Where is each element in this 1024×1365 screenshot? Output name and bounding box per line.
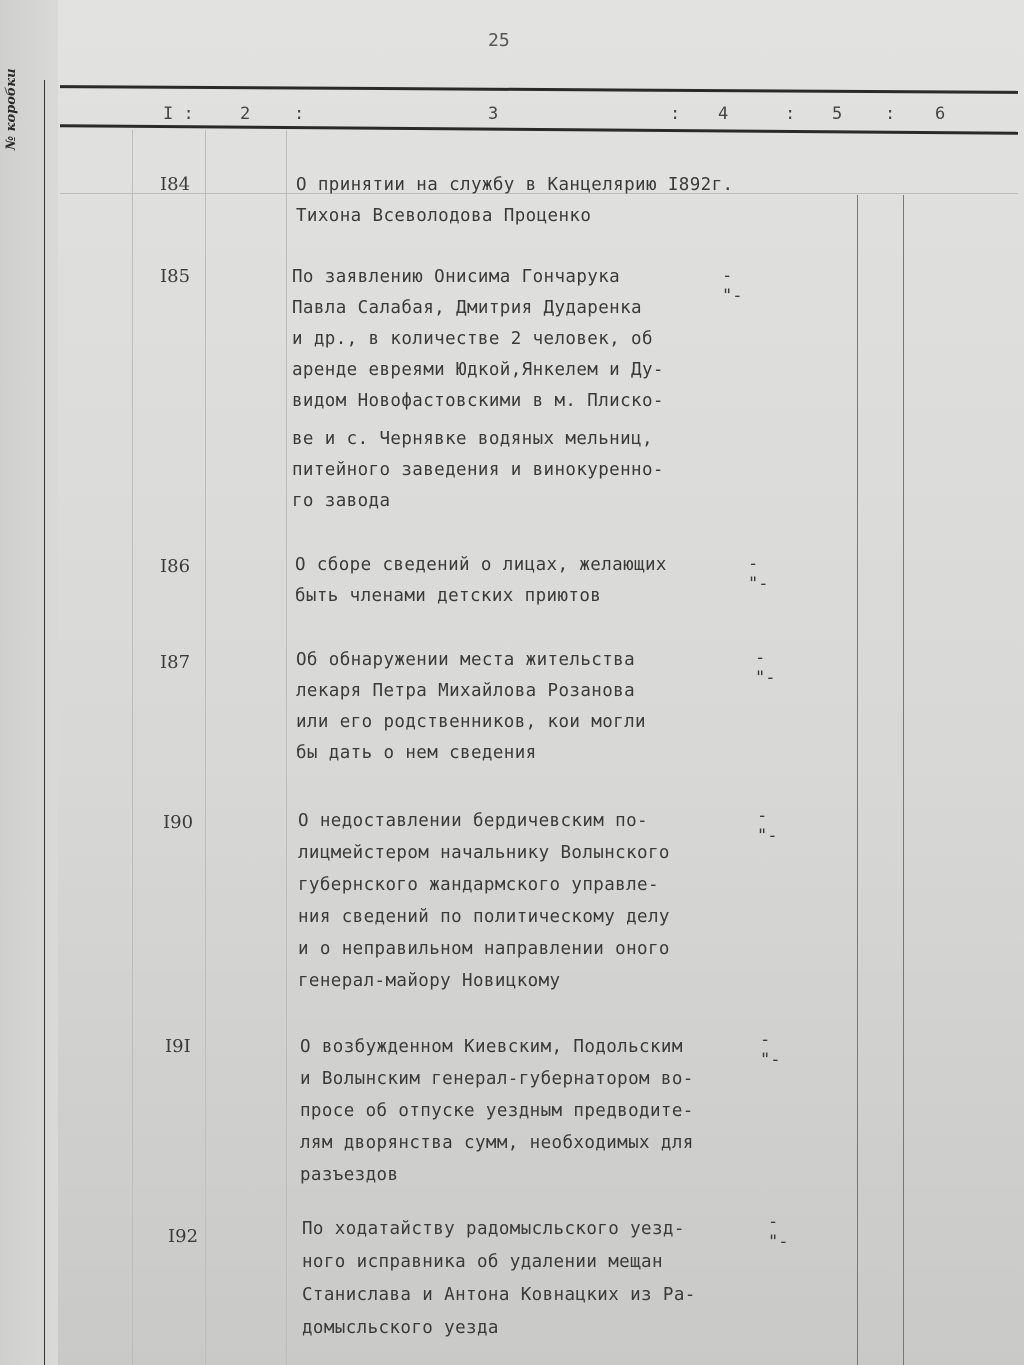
column-header-sep: : (885, 104, 896, 124)
entry-number: I9I (165, 1036, 191, 1057)
column-header-3: 3 (488, 104, 499, 124)
column-header-sep: : (785, 104, 796, 124)
entry-title-line: разъездов (300, 1165, 399, 1185)
entry-title-line: О сборе сведений о лицах, желающих (295, 555, 667, 575)
entry-title-line: просе об отпуске уездным предводите- (300, 1101, 694, 1121)
ditto-mark: -"- (768, 1212, 789, 1252)
entry-title-line: и др., в количестве 2 человек, об (292, 329, 653, 349)
entry-title-line: ве и с. Чернявке водяных мельниц, (292, 429, 653, 449)
column-header-2: 2 (240, 104, 251, 124)
ditto-mark: -"- (757, 806, 778, 846)
entry-title-line: По ходатайству радомысльского уезд- (302, 1219, 685, 1239)
page-number: 25 (488, 30, 510, 51)
ditto-mark: -"- (760, 1030, 781, 1070)
entry-title-line: лекаря Петра Михайлова Розанова (296, 681, 636, 701)
entry-title-line: Павла Салабая, Дмитрия Дударенка (292, 298, 642, 318)
entry-title-line: Тихона Всеволодова Проценко (296, 206, 592, 226)
entry-title-line: бы дать о нем сведения (296, 743, 537, 763)
entry-number: I85 (160, 266, 191, 287)
ditto-mark: -"- (722, 266, 743, 306)
column-header-4: 4 (718, 104, 729, 124)
ditto-mark: -"- (748, 554, 769, 594)
entry-title-line: губернского жандармского управле- (298, 875, 659, 895)
ditto-mark: -"- (755, 648, 776, 688)
entry-title-line: лям дворянства сумм, необходимых для (300, 1133, 694, 1153)
column-divider (205, 130, 206, 1365)
entry-title-line: По заявлению Онисима Гончарука (292, 267, 621, 287)
column-header-1: I : (163, 104, 194, 124)
entry-number: I90 (163, 812, 194, 833)
column-divider (132, 130, 133, 1365)
entry-title-line: ния сведений по политическому делу (298, 907, 670, 927)
entry-number: I87 (160, 652, 191, 673)
entry-number: I86 (160, 556, 191, 577)
binding-margin (0, 0, 58, 1365)
box-number-label: № коробки (4, 68, 19, 150)
entry-title-line: домысльского уезда (302, 1318, 499, 1338)
entry-title-line: Станислава и Антона Ковнацких из Ра- (302, 1285, 696, 1305)
entry-title-line: и Волынским генерал-губернатором во- (300, 1069, 694, 1089)
column-divider (903, 195, 904, 1365)
entry-title-line: аренде евреями Юдкой,Янкелем и Ду- (292, 360, 664, 380)
entry-title-line: О недоставлении бердичевским по- (298, 811, 648, 831)
column-header-sep: : (294, 104, 305, 124)
entry-number: I84 (160, 174, 191, 195)
entry-title-line: и о неправильном направлении оного (298, 939, 670, 959)
entry-title-line: Об обнаружении места жительства (296, 650, 636, 670)
entry-title-line: генерал-майору Новицкому (298, 971, 561, 991)
column-divider (857, 195, 858, 1365)
margin-rule (44, 80, 45, 1365)
column-divider (286, 130, 287, 1365)
entry-title-line: или его родственников, кои могли (296, 712, 646, 732)
entry-title-line: О принятии на службу в Канцелярию I892г. (296, 175, 734, 195)
entry-title-line: лицмейстером начальнику Волынского (298, 843, 670, 863)
entry-title-line: О возбужденном Киевским, Подольским (300, 1037, 683, 1057)
column-header-6: 6 (935, 104, 946, 124)
column-header-sep: : (670, 104, 681, 124)
entry-title-line: ного исправника об удалении мещан (302, 1252, 663, 1272)
entry-title-line: питейного заведения и винокуренно- (292, 460, 664, 480)
entry-title-line: видом Новофастовскими в м. Плиско- (292, 391, 664, 411)
entry-title-line: быть членами детских приютов (295, 586, 602, 606)
entry-number: I92 (168, 1226, 199, 1247)
entry-title-line: го завода (292, 491, 391, 511)
column-header-5: 5 (832, 104, 843, 124)
